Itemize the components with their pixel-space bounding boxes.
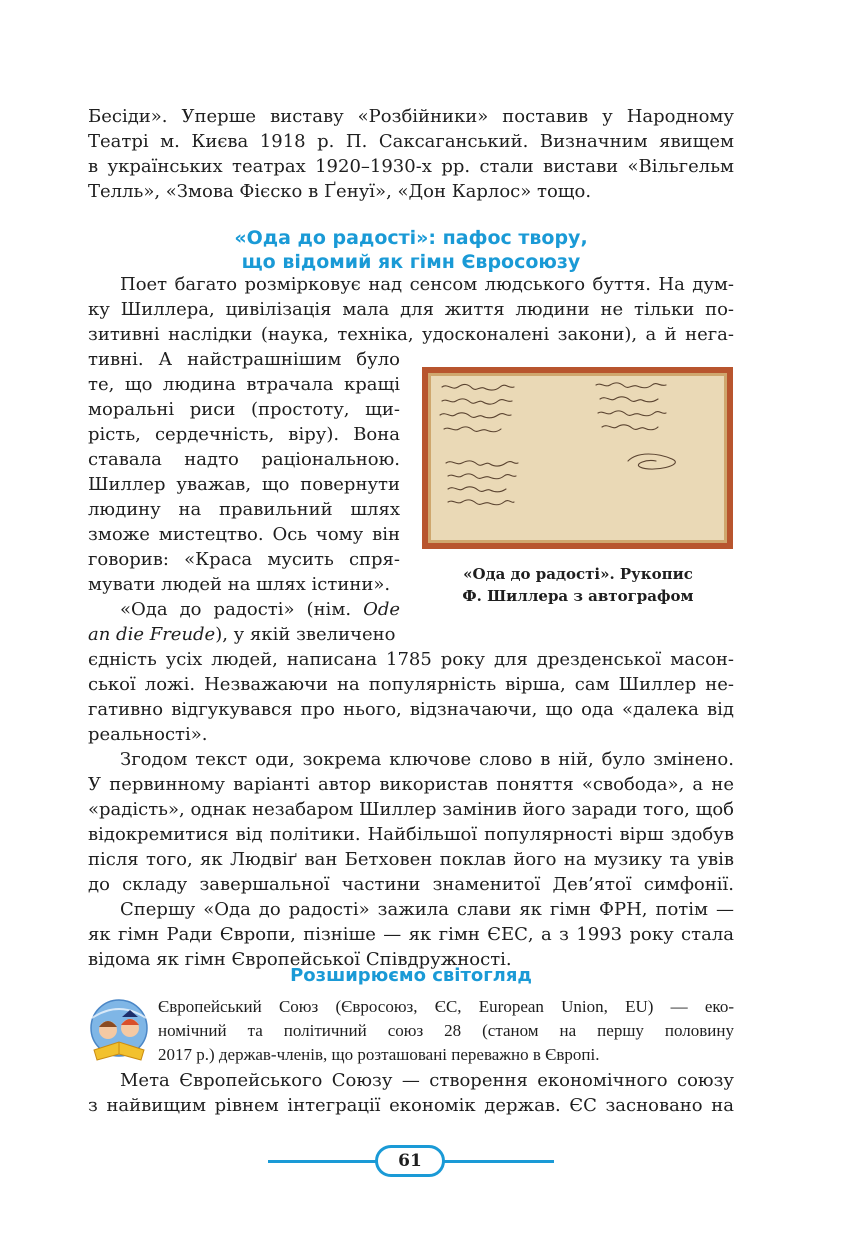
paragraph-line: моральні риси (простоту, щи- (88, 399, 400, 420)
paragraph-italic-text: an die Freude (88, 624, 216, 645)
section-heading-line: що відомий як гімн Євросоюзу (241, 251, 581, 273)
paragraph-line: ставала надто раціональною. (88, 449, 400, 470)
paragraph-line (88, 622, 400, 647)
photo-caption (418, 563, 738, 607)
paragraph-line: Згодом текст оди, зокрема ключове слово в ній, було змінено. (120, 749, 734, 770)
paragraph-line: відокремитися від політики. Найбільшої популярності вірш здобув (88, 824, 734, 845)
paragraph-line: єдність усіх людей, написана 1785 року для дрезденської масон- (88, 649, 734, 670)
paragraph-line: реальності». (88, 724, 208, 745)
paragraph-line: Спершу «Ода до радості» зажила слави як гімн ФРН, потім — (120, 899, 734, 920)
footer-rule-left (268, 1160, 376, 1163)
intro-line: в українських театрах 1920–1930-х рр. стали вистави «Вільгельм (88, 156, 734, 177)
page-number: 61 (375, 1145, 445, 1177)
paragraph-line: Шиллер уважав, що повернути (88, 474, 400, 495)
paragraph-line: говорив: «Краса мусить спря- (88, 549, 400, 570)
intro-line: Бесіди». Уперше виставу «Розбійники» поставив у Народному (88, 106, 734, 127)
paragraph-line: відома як гімн Європейської Співдружності. (88, 949, 512, 970)
paragraph-line: зитивні наслідки (наука, техніка, удосконалені закони), а й нега- (88, 324, 734, 345)
extension-heading: Розширюємо світогляд (290, 965, 532, 986)
paragraph-line: Поет багато розмірковує над сенсом людського буття. На дум- (120, 274, 734, 295)
paragraph-line: ської ложі. Незважаючи на популярність вірша, сам Шиллер не- (88, 674, 734, 695)
extension-line: номічний та політичний союз 28 (станом на першу половину (158, 1021, 734, 1040)
paragraph-line (120, 597, 400, 622)
manuscript-photo (422, 367, 733, 549)
paragraph-text: «Ода до радості» (нім. (120, 599, 364, 620)
paragraph-line: ку Шиллера, цивілізація мала для життя людини не тільки по- (88, 299, 734, 320)
manuscript-image (428, 373, 727, 543)
paragraph-line: до складу завершальної частини знаменитої Дев’ятої симфонії. (88, 874, 734, 895)
paragraph-line: з найвищим рівнем інтеграції економік держав. ЄС засновано на (88, 1095, 734, 1116)
paragraph-text: ), у якій звеличено (215, 624, 396, 645)
paragraph-line: як гімн Ради Європи, пізніше — як гімн ЄЕС, а з 1993 року стала (88, 924, 734, 945)
paragraph-line: зможе мистецтво. Ось чому він (88, 524, 400, 545)
photo-caption-line: «Ода до радості». Рукопис (463, 565, 693, 583)
footer-rule-right (444, 1160, 554, 1163)
section-heading-line: «Ода до радості»: пафос твору, (234, 227, 588, 249)
paragraph-line: те, що людина втрачала кращі (88, 374, 400, 395)
intro-line: Театрі м. Києва 1918 р. П. Саксаганський. Визначним явищем (88, 131, 734, 152)
intro-line: Телль», «Змова Фієско в Ґенуї», «Дон Карлос» тощо. (88, 181, 592, 202)
extension-line: Європейський Союз (Євросоюз, ЄС, European Union, EU) — еко- (158, 997, 734, 1016)
paragraph-line: мувати людей на шлях істини». (88, 574, 391, 595)
paragraph-line: «радість», однак незабаром Шиллер замінив його заради того, щоб (88, 799, 734, 820)
paragraph-italic-text: Ode (363, 599, 400, 620)
paragraph-line: після того, як Людвіґ ван Бетховен поклав його на музику та увів (88, 849, 734, 870)
kids-reading-book-icon (86, 998, 152, 1064)
photo-caption-line: Ф. Шиллера з автографом (462, 587, 694, 605)
paragraph-line: гативно відгукувався про нього, відзначаючи, що ода «далека від (88, 699, 734, 720)
extension-line: 2017 р.) держав-членів, що розташовані переважно в Європі. (158, 1045, 600, 1064)
paragraph-line: тивні. А найстрашнішим було (88, 349, 400, 370)
paragraph-line: У первинному варіанті автор використав поняття «свобода», а не (88, 774, 734, 795)
section-heading (88, 226, 834, 274)
paragraph-line: людину на правильний шлях (88, 499, 400, 520)
paragraph-line: рість, сердечність, віру). Вона (88, 424, 400, 445)
paragraph-line: Мета Європейського Союзу — створення економічного союзу (120, 1070, 734, 1091)
